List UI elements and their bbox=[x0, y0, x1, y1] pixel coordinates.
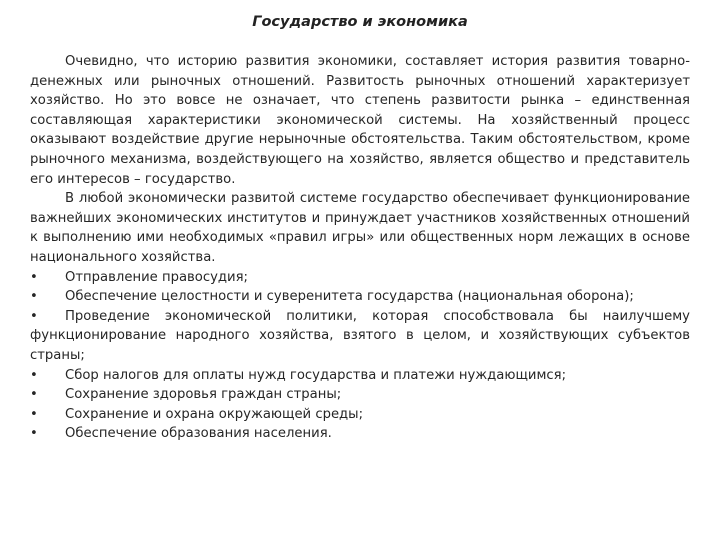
bullet-icon: • bbox=[30, 308, 38, 324]
list-item bbox=[30, 287, 690, 307]
list-item bbox=[30, 307, 690, 366]
list-item bbox=[30, 366, 690, 386]
list-item-text: Сбор налогов для оплаты нужд государства и платежи нуждающимся; bbox=[65, 367, 567, 383]
document-body bbox=[30, 52, 690, 444]
bullet-icon: • bbox=[30, 426, 38, 442]
bullet-icon: • bbox=[30, 289, 38, 305]
bullet-icon: • bbox=[30, 406, 38, 422]
list-item bbox=[30, 385, 690, 405]
list-item-text: Обеспечение образования населения. bbox=[65, 426, 332, 442]
bullet-icon: • bbox=[30, 387, 38, 403]
page-title: Государство и экономика bbox=[252, 14, 468, 30]
list-item-text: Сохранение и охрана окружающей среды; bbox=[65, 406, 364, 422]
list-item bbox=[30, 424, 690, 444]
list-item-text: Отправление правосудия; bbox=[65, 269, 248, 285]
bullet-icon: • bbox=[30, 367, 38, 383]
bullet-icon: • bbox=[30, 269, 38, 285]
paragraph-2: В любой экономически развитой системе государство обеспечивает функционирование важнейших экономических институтов и принуждает участников хозяйственных отношений к выполнению ими необходимых «правил игры» или общественных норм лежащих в основе национального хозяйства. bbox=[30, 191, 690, 265]
list-item bbox=[30, 268, 690, 288]
list-item-text: Проведение экономической политики, которая способствовала бы наилучшему функционирование народного хозяйства, взятого в целом, и хозяйствующих субъектов страны; bbox=[30, 308, 690, 363]
list-item-text: Обеспечение целостности и суверенитета государства (национальная оборона); bbox=[65, 289, 634, 305]
list-item-text: Сохранение здоровья граждан страны; bbox=[65, 387, 342, 403]
paragraph-1: Очевидно, что историю развития экономики, составляет история развития товарно-денежных или рыночных отношений. Развитость рыночных отношений характеризует хозяйство. Но это вовсе не означает, что степень развитости рынка – единственная составляющая характеристики экономической системы. На хозяйственный процесс оказывают воздействие другие нерыночные обстоятельства. Таким обстоятельством, кроме рыночного механизма, воздействующего на хозяйство, является общество и представитель его интересов – государство. bbox=[30, 54, 690, 187]
list-item bbox=[30, 405, 690, 425]
functions-list bbox=[30, 268, 690, 444]
